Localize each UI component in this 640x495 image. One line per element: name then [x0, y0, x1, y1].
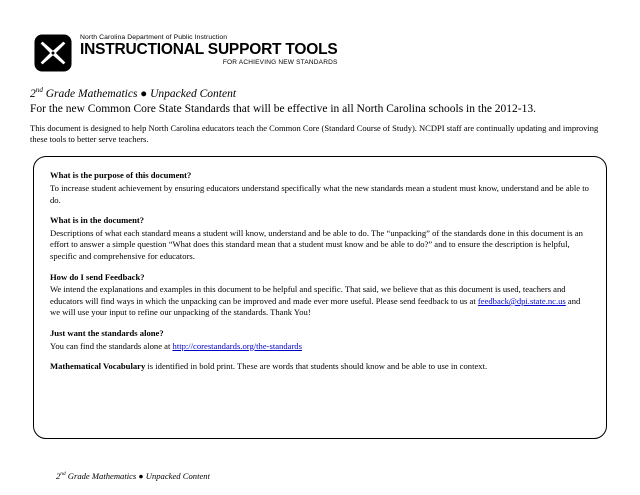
- qa-section-feedback: [50, 272, 590, 319]
- footer-rest: Grade Mathematics ● Unpacked Content: [65, 471, 210, 481]
- qa-section-purpose: [50, 170, 590, 206]
- qa-body-contents: Descriptions of what each standard means a student will know, understand and be able to do. The “unpacking” of the standards done in this document is an effort to answer a simple question “What does this standard mean that a student must know and be able to do?” and to ensure the description is helpful, specific and comprehensive for educators.: [50, 227, 583, 261]
- doc-subtitle: For the new Common Core State Standards that will be effective in all North Carolina schools in the 2012-13.: [30, 103, 537, 115]
- vocabulary-lead: Mathematical Vocabulary: [50, 361, 146, 372]
- header: [34, 0, 610, 72]
- qa-body-purpose: To increase student achievement by ensuring educators understand specifically what the new standards mean a student must know, understand and be able to do.: [50, 183, 589, 205]
- doc-title-num: 2: [30, 88, 36, 100]
- standards-text-before: You can find the standards alone at: [50, 340, 173, 351]
- ncdpi-logo-icon: [34, 34, 72, 72]
- qa-title-contents: What is in the document?: [50, 215, 145, 226]
- qa-title-feedback: How do I send Feedback?: [50, 271, 145, 282]
- page-footer: [56, 471, 210, 481]
- footer-num: 2: [56, 471, 61, 481]
- doc-title: [30, 88, 610, 100]
- qa-section-standards: [50, 328, 590, 352]
- brand-subtitle: FOR ACHIEVING NEW STANDARDS: [222, 59, 338, 67]
- feedback-email-link[interactable]: feedback@dpi.state.nc.us: [477, 295, 566, 306]
- qa-box: [33, 156, 607, 439]
- department-name: North Carolina Department of Public Instruction: [80, 34, 228, 41]
- doc-title-rest: Grade Mathematics ● Unpacked Content: [42, 88, 237, 100]
- feedback-text-before: We intend the explanations and examples in this document to be helpful and specific. That said, we believe that as this document is used, teachers and educators will find ways in which the unpacking can be improved and made ever more useful. Please send feedback to us at: [50, 284, 566, 306]
- qa-title-purpose: What is the purpose of this document?: [50, 170, 192, 181]
- feedback-text-after: and we will use your input to refine our unpacking of the standards. Thank You!: [50, 295, 581, 318]
- intro-paragraph: This document is designed to help North Carolina educators teach the Common Core (Standard Course of Study). NCDPI staff are continually updating and improving these tools to better serve teachers.: [30, 123, 599, 145]
- doc-title-sup: nd: [35, 86, 43, 95]
- footer-sup: nd: [60, 471, 66, 478]
- standards-url-link[interactable]: http://corestandards.org/the-standards: [172, 340, 302, 351]
- qa-section-contents: [50, 215, 590, 262]
- qa-body-feedback: [50, 284, 590, 319]
- qa-section-vocabulary: [50, 361, 590, 373]
- qa-body-standards: [50, 341, 590, 353]
- brand-title: INSTRUCTIONAL SUPPORT TOOLS: [80, 41, 338, 58]
- header-text-block: [80, 34, 338, 66]
- vocabulary-rest: is identified in bold print. These are words that students should know and be able to use in context.: [145, 361, 488, 372]
- qa-title-standards: Just want the standards alone?: [50, 327, 164, 338]
- qa-body-vocabulary: [50, 361, 590, 373]
